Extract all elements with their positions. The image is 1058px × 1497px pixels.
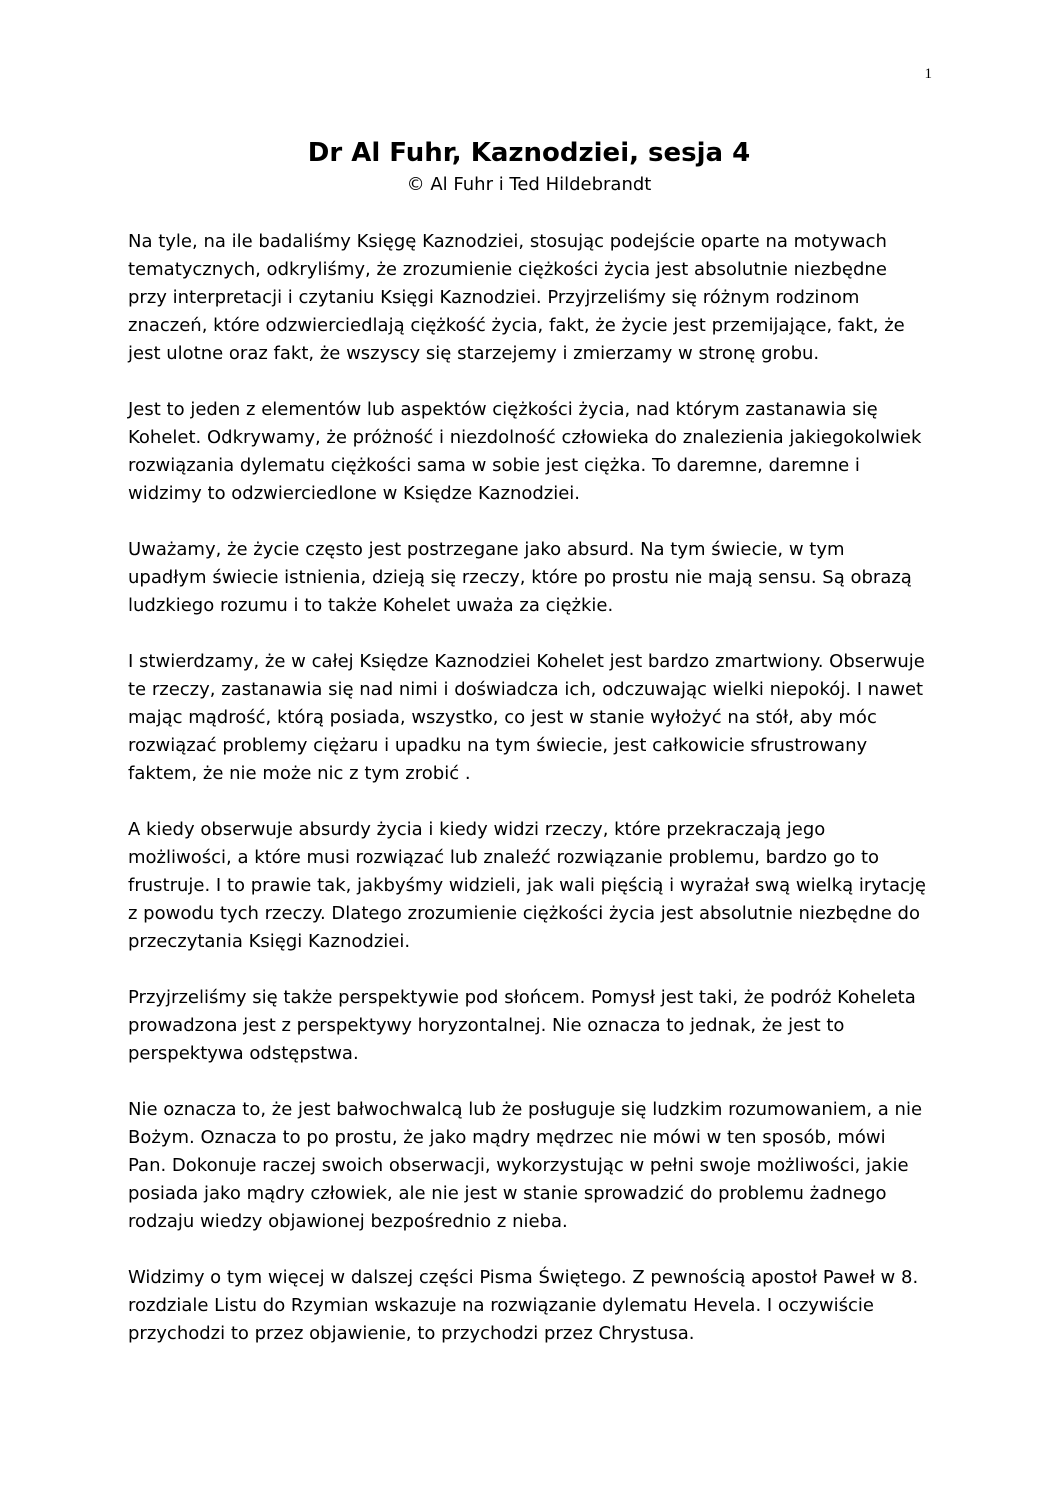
paragraph: Przyjrzeliśmy się także perspektywie pod słońcem. Pomysł jest taki, że podróż Koheleta prowadzona jest z perspektywy horyzontalnej. Nie oznacza to jednak, że jest to perspektywa odstępstwa.	[128, 987, 916, 1064]
copyright-line: © Al Fuhr i Ted Hildebrandt	[406, 174, 652, 195]
document-title: Dr Al Fuhr, Kaznodziei, sesja 4	[307, 138, 751, 168]
document-header	[0, 134, 1058, 198]
paragraph: A kiedy obserwuje absurdy życia i kiedy widzi rzeczy, które przekraczają jego możliwości, a które musi rozwiązać lub znaleźć rozwiązanie problemu, bardzo go to frustruje. I to prawie tak, jakbyśmy widzieli, jak wali pięścią i wyrażał swą wielką irytację z powodu tych rzeczy. Dlatego zrozumienie ciężkości życia jest absolutnie niezbędne do przeczytania Księgi Kaznodziei.	[128, 819, 926, 952]
paragraph: Uważamy, że życie często jest postrzegane jako absurd. Na tym świecie, w tym upadłym świecie istnienia, dzieją się rzeczy, które po prostu nie mają sensu. Są obrazą ludzkiego rozumu i to także Kohelet uważa za ciężkie.	[128, 539, 912, 616]
paragraph: Na tyle, na ile badaliśmy Księgę Kaznodziei, stosując podejście oparte na motywach tematycznych, odkryliśmy, że zrozumienie ciężkości życia jest absolutnie niezbędne przy interpretacji i czytaniu Księgi Kaznodziei. Przyjrzeliśmy się różnym rodzinom znaczeń, które odzwierciedlają ciężkość życia, fakt, że życie jest przemijające, fakt, że jest ulotne oraz fakt, że wszyscy się starzejemy i zmierzamy w stronę grobu.	[128, 231, 905, 364]
paragraph: Jest to jeden z elementów lub aspektów ciężkości życia, nad którym zastanawia się Kohelet. Odkrywamy, że próżność i niezdolność człowieka do znalezienia jakiegokolwiek rozwiązania dylematu ciężkości sama w sobie jest ciężka. To daremne, daremne i widzimy to odzwierciedlone w Księdze Kaznodziei.	[128, 399, 922, 504]
paragraph: Nie oznacza to, że jest bałwochwalcą lub że posługuje się ludzkim rozumowaniem, a nie Bożym. Oznacza to po prostu, że jako mądry mędrzec nie mówi w ten sposób, mówi Pan. Dokonuje raczej swoich obserwacji, wykorzystując w pełni swoje możliwości, jakie posiada jako mądry człowiek, ale nie jest w stanie sprowadzić do problemu żadnego rodzaju wiedzy objawionej bezpośrednio z nieba.	[128, 1099, 923, 1232]
document-body	[128, 228, 928, 1376]
page-number: 1	[924, 66, 932, 82]
paragraph: Widzimy o tym więcej w dalszej części Pisma Świętego. Z pewnością apostoł Paweł w 8. rozdziale Listu do Rzymian wskazuje na rozwiązanie dylematu Hevela. I oczywiście przychodzi to przez objawienie, to przychodzi przez Chrystusa.	[128, 1267, 919, 1344]
paragraph: I stwierdzamy, że w całej Księdze Kaznodziei Kohelet jest bardzo zmartwiony. Obserwuje te rzeczy, zastanawia się nad nimi i doświadcza ich, odczuwając wielki niepokój. I nawet mając mądrość, którą posiada, wszystko, co jest w stanie wyłożyć na stół, aby móc rozwiązać problemy ciężaru i upadku na tym świecie, jest całkowicie sfrustrowany faktem, że nie może nic z tym zrobić .	[128, 651, 925, 784]
